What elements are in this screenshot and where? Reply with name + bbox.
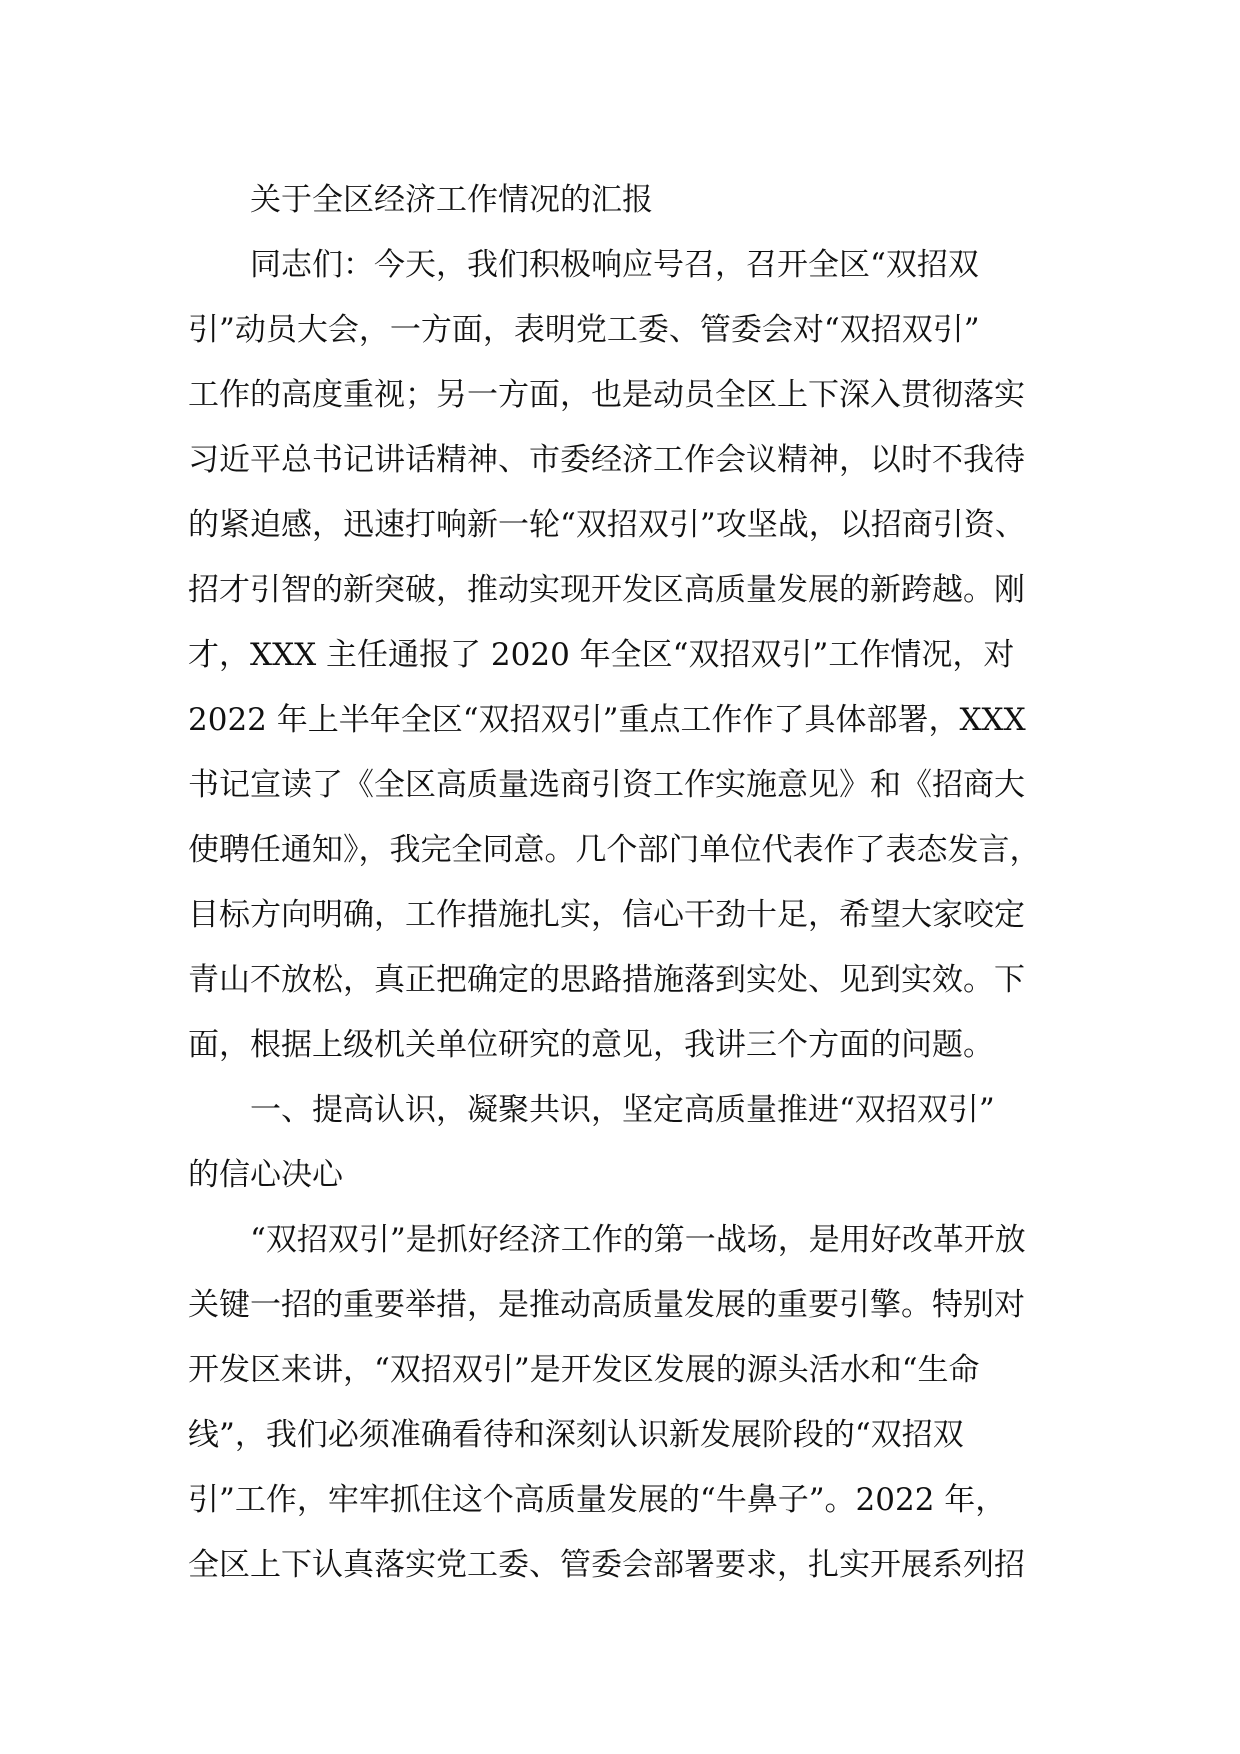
- paragraph-line: 面，根据上级机关单位研究的意见，我讲三个方面的问题。: [188, 1027, 994, 1063]
- paragraph-line: 目标方向明确，工作措施扎实，信心干劲十足，希望大家咬定: [188, 897, 1025, 933]
- paragraph-line: 书记宣读了《全区高质量选商引资工作实施意见》和《招商大: [188, 767, 1025, 803]
- paragraph-line: 引”动员大会，一方面，表明党工委、管委会对“双招双引”: [188, 312, 980, 348]
- paragraph-line: 开发区来讲，“双招双引”是开发区发展的源头活水和“生命: [188, 1352, 980, 1388]
- paragraph-line: “双招双引”是抓好经济工作的第一战场，是用好改革开放: [250, 1222, 1026, 1258]
- paragraph-line: 同志们：今天，我们积极响应号召，召开全区“双招双: [250, 247, 979, 283]
- paragraph-line: 才，XXX 主任通报了 2020 年全区“双招双引”工作情况，对: [188, 637, 1015, 673]
- document-title: 关于全区经济工作情况的汇报: [250, 182, 653, 218]
- section-heading-line: 一、提高认识，凝聚共识，坚定高质量推进“双招双引”: [250, 1092, 995, 1128]
- paragraph-line: 线”，我们必须准确看待和深刻认识新发展阶段的“双招双: [188, 1417, 964, 1453]
- paragraph-line: 的紧迫感，迅速打响新一轮“双招双引”攻坚战，以招商引资、: [188, 507, 1026, 543]
- paragraph-line: 习近平总书记讲话精神、市委经济工作会议精神，以时不我待: [188, 442, 1025, 478]
- section-heading-line: 的信心决心: [188, 1157, 343, 1193]
- paragraph-line: 引”工作，牢牢抓住这个高质量发展的“牛鼻子”。2022 年，: [188, 1482, 1007, 1518]
- document-body: [188, 168, 1088, 1598]
- paragraph-line: 全区上下认真落实党工委、管委会部署要求，扎实开展系列招: [188, 1547, 1025, 1583]
- paragraph-line: 青山不放松，真正把确定的思路措施落到实处、见到实效。下: [188, 962, 1025, 998]
- paragraph-line: 招才引智的新突破，推动实现开发区高质量发展的新跨越。刚: [188, 572, 1025, 608]
- paragraph-line: 2022 年上半年全区“双招双引”重点工作作了具体部署，XXX: [188, 702, 1026, 738]
- paragraph-line: 使聘任通知》，我完全同意。几个部门单位代表作了表态发言，: [188, 832, 1041, 868]
- paragraph-line: 关键一招的重要举措，是推动高质量发展的重要引擎。特别对: [188, 1287, 1025, 1323]
- paragraph-line: 工作的高度重视；另一方面，也是动员全区上下深入贯彻落实: [188, 377, 1025, 413]
